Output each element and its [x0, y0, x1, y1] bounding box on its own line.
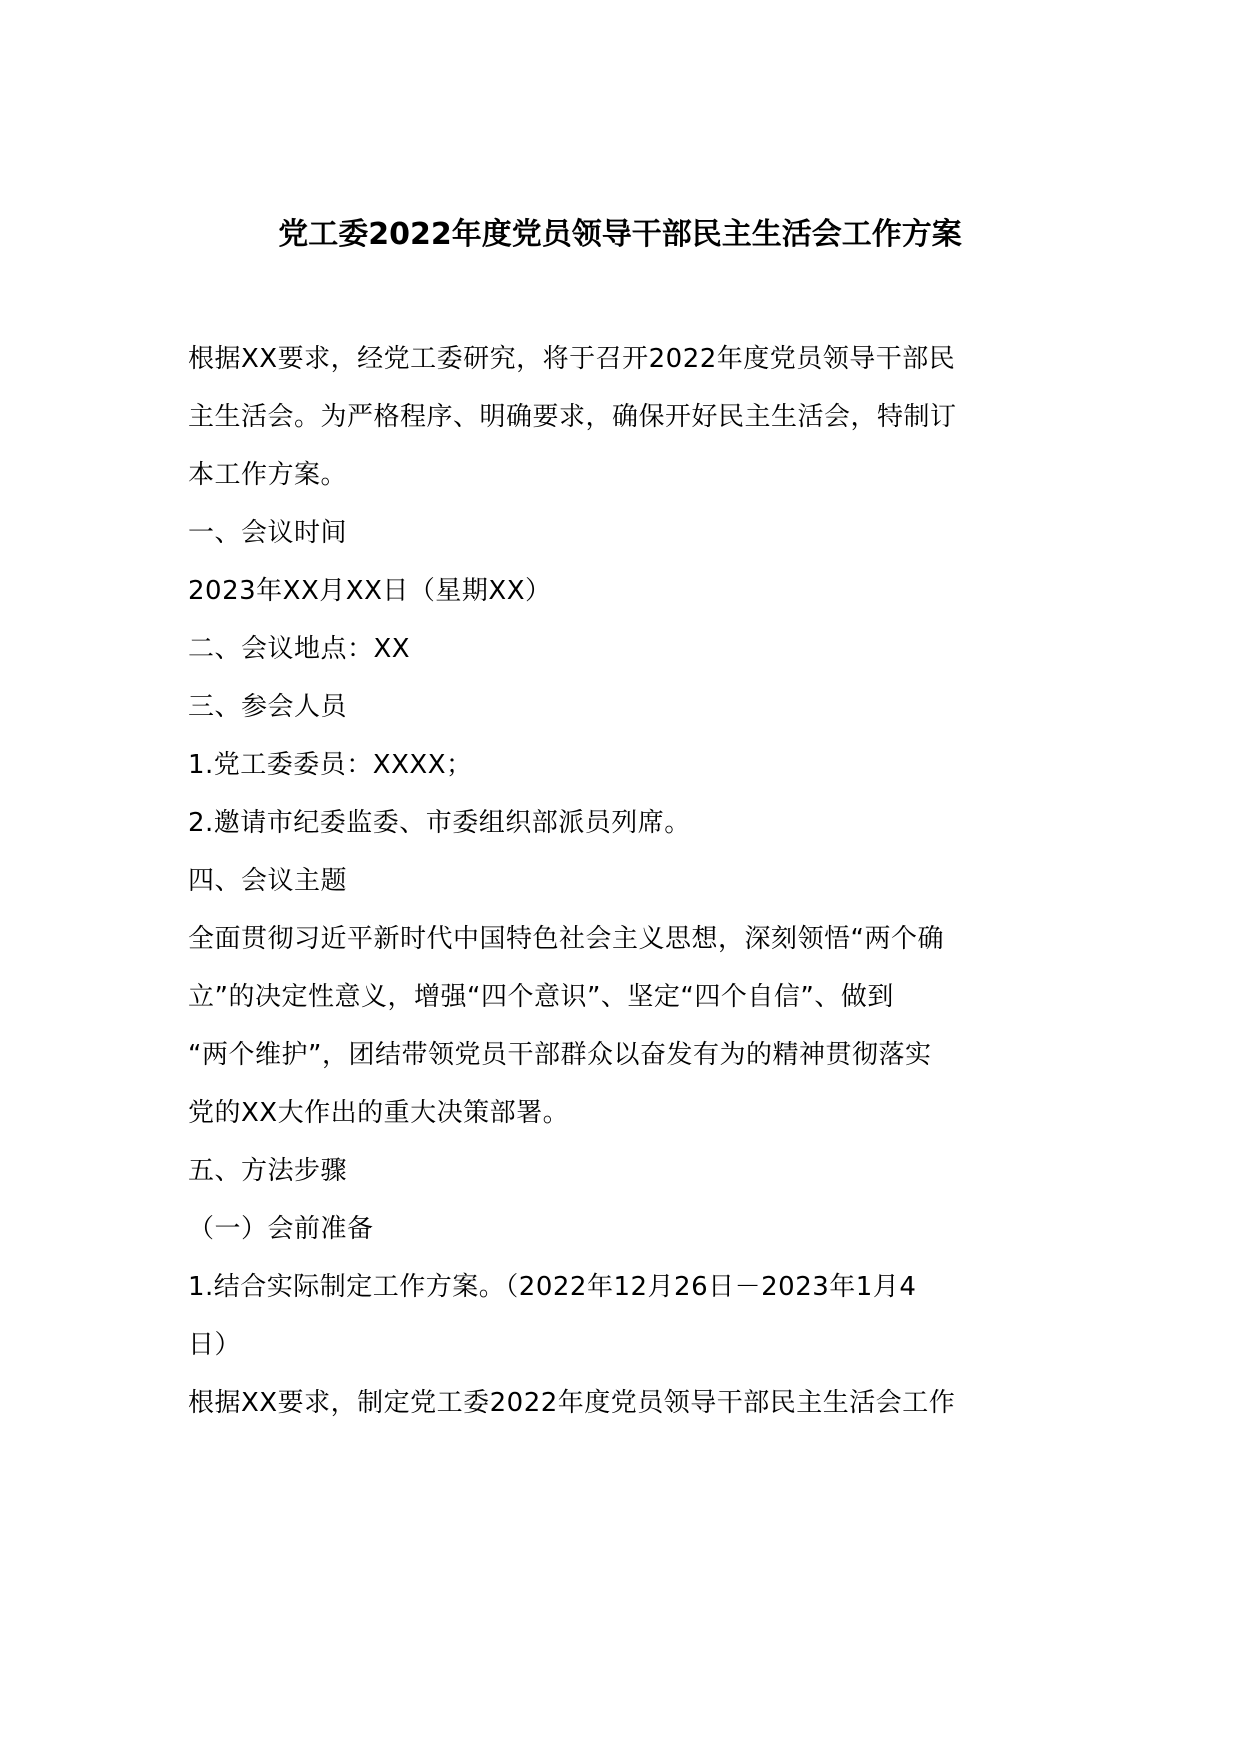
- theme-line-2: 立”的决定性意义，增强“四个意识”、坚定“四个自信”、做到: [188, 982, 894, 1012]
- meeting-time-value: 2023年XX月XX日（星期XX）: [188, 576, 552, 606]
- section-heading-attendees: 三、参会人员: [188, 692, 348, 722]
- theme-line-3: “两个维护”，团结带领党员干部群众以奋发有为的精神贯彻落实: [188, 1040, 932, 1070]
- intro-line-2: 主生活会。为严格程序、明确要求，确保开好民主生活会，特制订: [188, 402, 957, 432]
- attendees-item-1: 1.党工委委员：XXXX；: [188, 750, 473, 780]
- intro-line-1: 根据XX要求，经党工委研究，将于召开2022年度党员领导干部民: [188, 344, 956, 374]
- subsection-heading-preparation: （一）会前准备: [188, 1214, 374, 1244]
- document-body: [188, 330, 1060, 1432]
- preparation-item-1-line-2: 日）: [188, 1330, 242, 1360]
- theme-line-1: 全面贯彻习近平新时代中国特色社会主义思想，深刻领悟“两个确: [188, 924, 944, 954]
- intro-line-3: 本工作方案。: [188, 460, 348, 490]
- theme-line-4: 党的XX大作出的重大决策部署。: [188, 1098, 570, 1128]
- section-heading-method-steps: 五、方法步骤: [188, 1156, 348, 1186]
- section-heading-meeting-time: 一、会议时间: [188, 518, 348, 548]
- attendees-item-2: 2.邀请市纪委监委、市委组织部派员列席。: [188, 808, 691, 838]
- preparation-item-1-line-1: 1.结合实际制定工作方案。（2022年12月26日－2023年1月4: [188, 1272, 917, 1302]
- section-heading-meeting-theme: 四、会议主题: [188, 866, 348, 896]
- section-heading-meeting-location: 二、会议地点：XX: [188, 634, 411, 664]
- document-title: 党工委2022年度党员领导干部民主生活会工作方案: [278, 217, 962, 252]
- preparation-detail-line-1: 根据XX要求，制定党工委2022年度党员领导干部民主生活会工作: [188, 1388, 956, 1418]
